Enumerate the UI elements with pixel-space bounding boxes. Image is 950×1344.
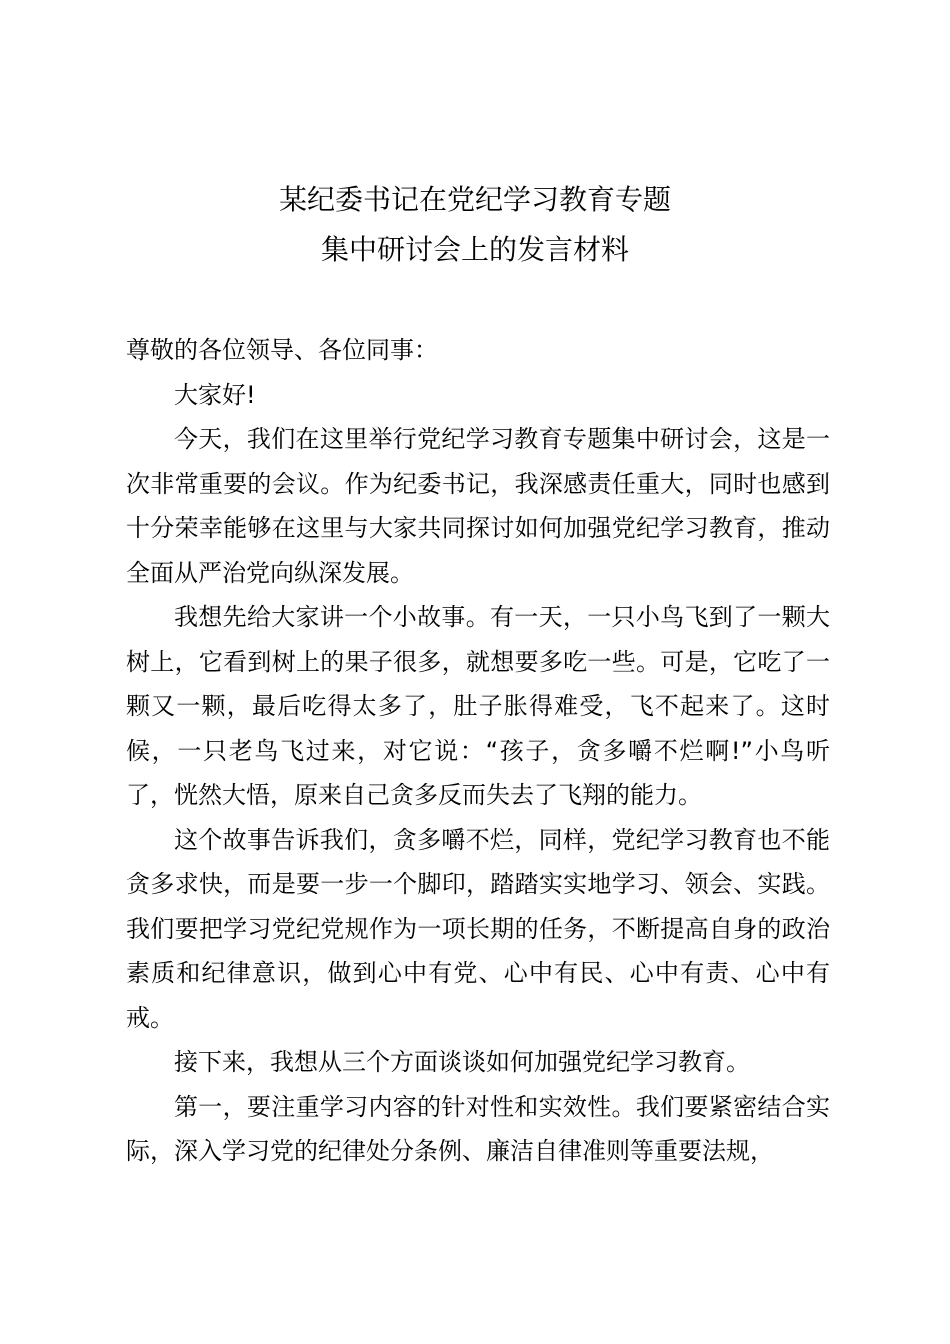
body-paragraph: 第一，要注重学习内容的针对性和实效性。我们要紧密结合实际，深入学习党的纪律处分条例、廉洁自律准则等重要法规， [126,1092,830,1165]
greeting-paragraph: 大家好! [174,380,256,409]
body-paragraph: 这个故事告诉我们，贪多嚼不烂，同样，党纪学习教育也不能贪多求快，而是要一步一个脚印，踏踏实实地学习、领会、实践。我们要把学习党纪党规作为一项长期的任务，不断提高自身的政治素质和纪律意识，做到心中有党、心中有民、心中有责、心中有戒。 [126,825,830,1032]
body-paragraph: 接下来，我想从三个方面谈谈如何加强党纪学习教育。 [174,1048,750,1076]
salutation: 尊敬的各位领导、各位同事： [126,336,438,364]
body-paragraph: 今天，我们在这里举行党纪学习教育专题集中研讨会，这是一次非常重要的会议。作为纪委书记，我深感责任重大，同时也感到十分荣幸能够在这里与大家共同探讨如何加强党纪学习教育，推动全面从严治党向纵深发展。 [126,425,830,587]
document-title-line-1: 某纪委书记在党纪学习教育专题 [278,183,671,216]
document-title-line-2: 集中研讨会上的发言材料 [320,233,629,266]
body-paragraph: 我想先给大家讲一个小故事。有一天，一只小鸟飞到了一颗大树上，它看到树上的果子很多，就想要多吃一些。可是，它吃了一颗又一颗，最后吃得太多了，肚子胀得难受，飞不起来了。这时候，一只老鸟飞过来，对它说：“孩子，贪多嚼不烂啊!”小鸟听了，恍然大悟，原来自己贪多反而失去了飞翔的能力。 [126,603,830,809]
document-body [126,328,830,1174]
